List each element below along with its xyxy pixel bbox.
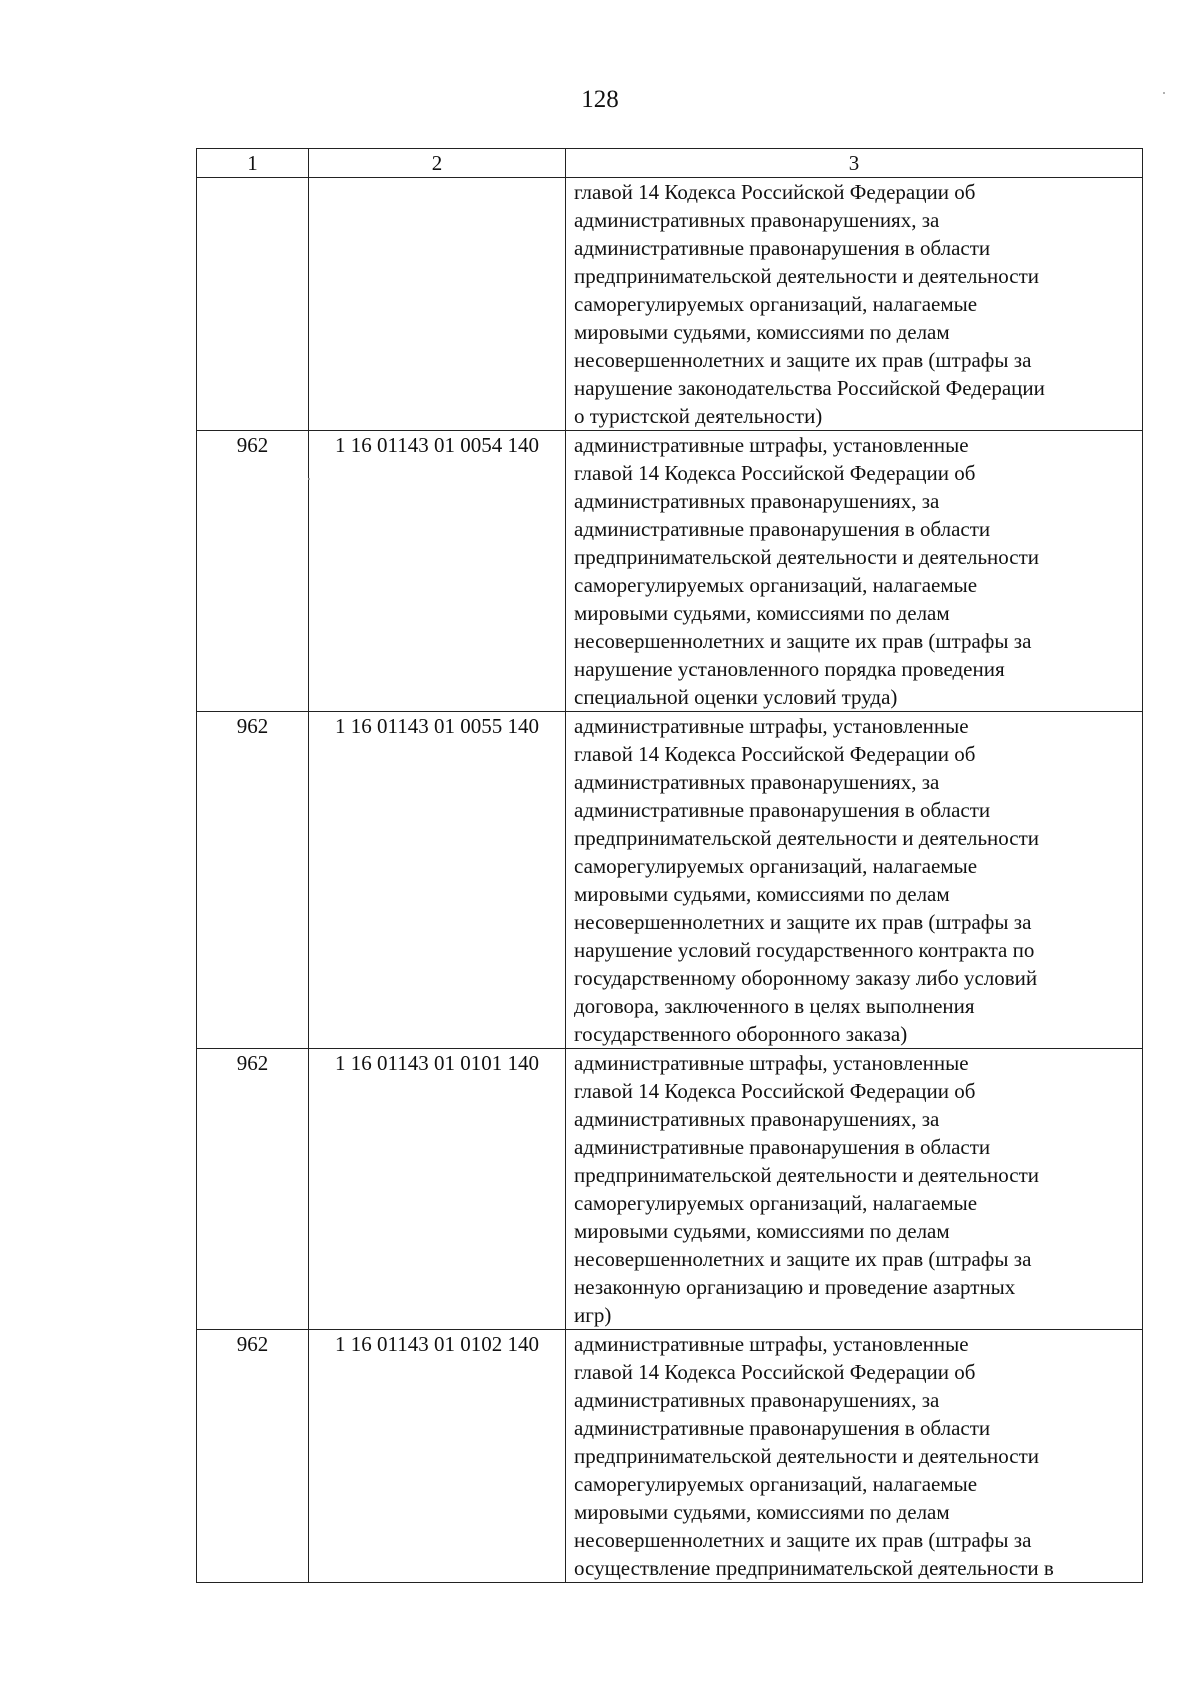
description-line: специальной оценки условий труда) bbox=[574, 685, 898, 709]
description-line: нарушение условий государственного контракта по bbox=[574, 938, 1035, 962]
table-header-row bbox=[197, 149, 1143, 178]
description-line: предпринимательской деятельности и деятельности bbox=[574, 826, 1040, 850]
table-row bbox=[197, 431, 1143, 712]
table-row bbox=[197, 1049, 1143, 1330]
description-line: незаконную организацию и проведение азартных bbox=[574, 1275, 1016, 1299]
description-line: саморегулируемых организаций, налагаемые bbox=[574, 292, 978, 316]
description-line: административных правонарушениях, за bbox=[574, 208, 940, 232]
description-line: главой 14 Кодекса Российской Федерации об bbox=[574, 1079, 976, 1103]
revenue-description-cell bbox=[566, 178, 1143, 431]
description-line: главой 14 Кодекса Российской Федерации об bbox=[574, 742, 976, 766]
description-line: административных правонарушениях, за bbox=[574, 770, 940, 794]
description-line: мировыми судьями, комиссиями по делам bbox=[574, 882, 950, 906]
description-line: мировыми судьями, комиссиями по делам bbox=[574, 601, 950, 625]
description-line: саморегулируемых организаций, налагаемые bbox=[574, 573, 978, 597]
budget-classification-code-cell bbox=[309, 178, 566, 431]
administrator-code-cell: 962 bbox=[197, 712, 309, 1049]
column-header-2: 2 bbox=[309, 149, 566, 178]
revenue-description-cell bbox=[566, 431, 1143, 712]
description-line: мировыми судьями, комиссиями по делам bbox=[574, 1500, 950, 1524]
description-line: несовершеннолетних и защите их прав (штрафы за bbox=[574, 1247, 1032, 1271]
description-line: предпринимательской деятельности и деятельности bbox=[574, 264, 1040, 288]
description-line: мировыми судьями, комиссиями по делам bbox=[574, 320, 950, 344]
description-line: несовершеннолетних и защите их прав (штрафы за bbox=[574, 910, 1032, 934]
table-row bbox=[197, 712, 1143, 1049]
description-line: договора, заключенного в целях выполнения bbox=[574, 994, 975, 1018]
description-line: несовершеннолетних и защите их прав (штрафы за bbox=[574, 348, 1032, 372]
description-line: саморегулируемых организаций, налагаемые bbox=[574, 854, 978, 878]
revenue-description-cell bbox=[566, 1049, 1143, 1330]
description-line: главой 14 Кодекса Российской Федерации об bbox=[574, 180, 976, 204]
description-line: административные правонарушения в области bbox=[574, 236, 991, 260]
administrator-code-cell: 962 bbox=[197, 1049, 309, 1330]
description-line: административные штрафы, установленные bbox=[574, 1051, 969, 1075]
description-line: предпринимательской деятельности и деятельности bbox=[574, 1444, 1040, 1468]
description-line: административные правонарушения в области bbox=[574, 517, 991, 541]
budget-classification-code-cell: 1 16 01143 01 0054 140 bbox=[309, 431, 566, 712]
description-line: административные штрафы, установленные bbox=[574, 433, 969, 457]
description-line: государственного оборонного заказа) bbox=[574, 1022, 908, 1046]
table-row bbox=[197, 1330, 1143, 1583]
revenue-description-cell bbox=[566, 1330, 1143, 1583]
description-line: осуществление предпринимательской деятельности в bbox=[574, 1556, 1054, 1580]
description-line: предпринимательской деятельности и деятельности bbox=[574, 545, 1040, 569]
description-line: административных правонарушениях, за bbox=[574, 1107, 940, 1131]
description-line: игр) bbox=[574, 1303, 612, 1327]
description-line: главой 14 Кодекса Российской Федерации об bbox=[574, 1360, 976, 1384]
description-line: несовершеннолетних и защите их прав (штрафы за bbox=[574, 629, 1032, 653]
description-line: главой 14 Кодекса Российской Федерации об bbox=[574, 461, 976, 485]
scan-speck bbox=[1163, 92, 1165, 94]
description-line: административных правонарушениях, за bbox=[574, 1388, 940, 1412]
description-line: о туристской деятельности) bbox=[574, 404, 823, 428]
description-line: административные штрафы, установленные bbox=[574, 714, 969, 738]
description-line: несовершеннолетних и защите их прав (штрафы за bbox=[574, 1528, 1032, 1552]
description-line: нарушение установленного порядка проведения bbox=[574, 657, 1005, 681]
administrator-code-cell bbox=[197, 178, 309, 431]
column-header-3: 3 bbox=[566, 149, 1143, 178]
description-line: государственному оборонному заказу либо условий bbox=[574, 966, 1038, 990]
description-line: саморегулируемых организаций, налагаемые bbox=[574, 1472, 978, 1496]
budget-classification-code-cell: 1 16 01143 01 0101 140 bbox=[309, 1049, 566, 1330]
description-line: административные правонарушения в области bbox=[574, 798, 991, 822]
administrator-code-cell: 962 bbox=[197, 431, 309, 712]
table-body bbox=[197, 178, 1143, 1583]
description-line: административные правонарушения в области bbox=[574, 1135, 991, 1159]
scan-speck bbox=[308, 478, 310, 480]
budget-classification-code-cell: 1 16 01143 01 0102 140 bbox=[309, 1330, 566, 1583]
description-line: административные штрафы, установленные bbox=[574, 1332, 969, 1356]
description-line: административные правонарушения в области bbox=[574, 1416, 991, 1440]
column-header-1: 1 bbox=[197, 149, 309, 178]
description-line: саморегулируемых организаций, налагаемые bbox=[574, 1191, 978, 1215]
revenue-description-cell bbox=[566, 712, 1143, 1049]
budget-classification-code-cell: 1 16 01143 01 0055 140 bbox=[309, 712, 566, 1049]
administrator-code-cell: 962 bbox=[197, 1330, 309, 1583]
description-line: нарушение законодательства Российской Федерации bbox=[574, 376, 1045, 400]
table-row bbox=[197, 178, 1143, 431]
description-line: предпринимательской деятельности и деятельности bbox=[574, 1163, 1040, 1187]
page-number: 128 bbox=[581, 86, 619, 113]
description-line: административных правонарушениях, за bbox=[574, 489, 940, 513]
description-line: мировыми судьями, комиссиями по делам bbox=[574, 1219, 950, 1243]
budget-code-table bbox=[196, 148, 1143, 1583]
